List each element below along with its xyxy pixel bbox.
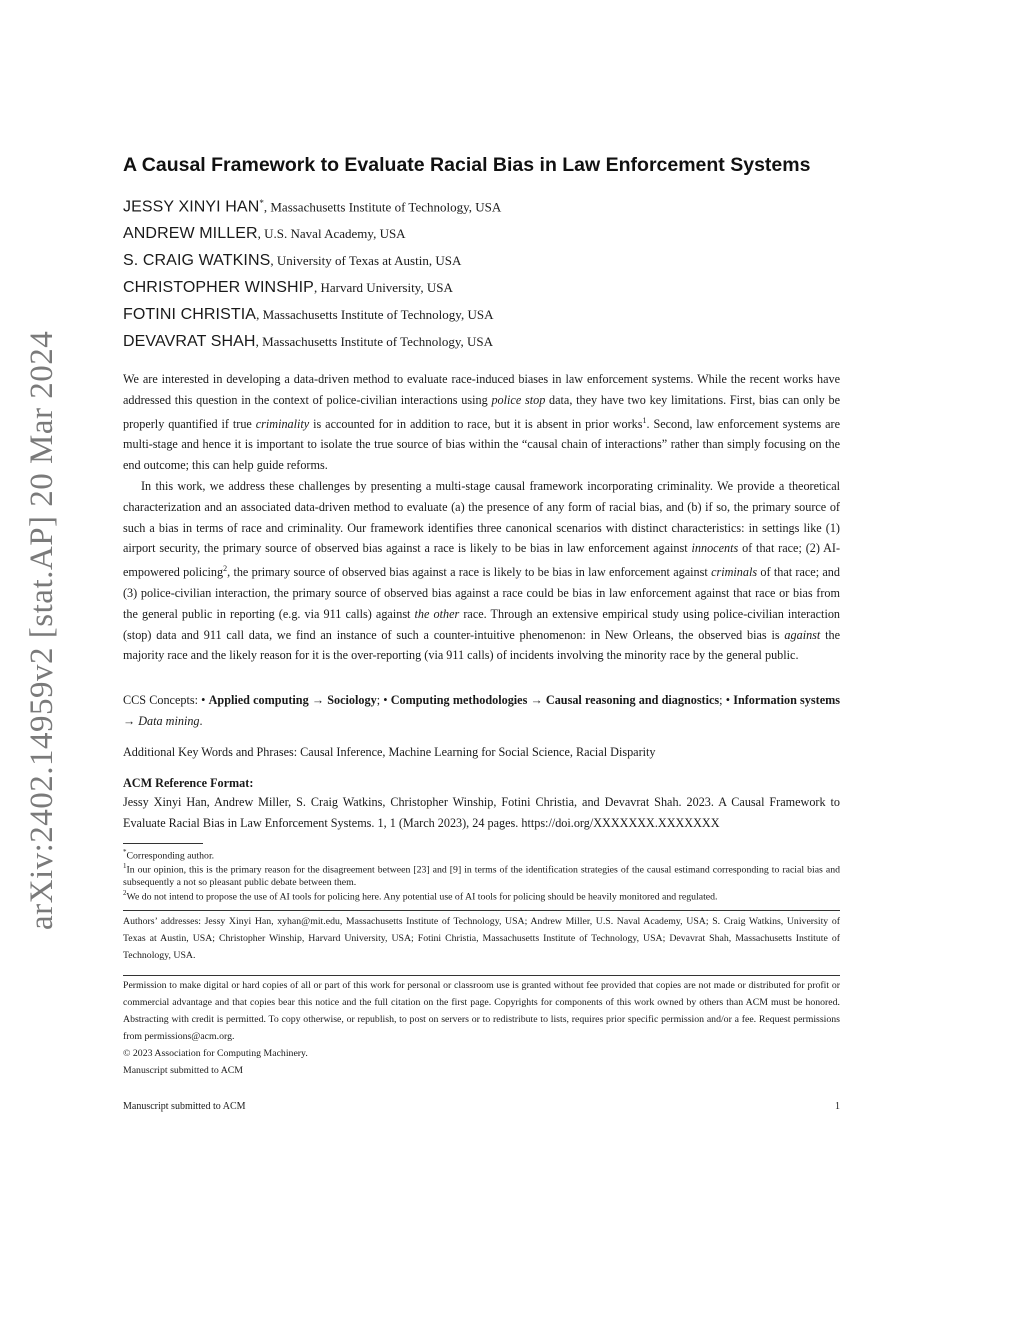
author-addresses: Authors’ addresses: Jessy Xinyi Han, xyhan@mit.edu, Massachusetts Institute of Technology, USA; Andrew Miller, U.S. Naval Academy, USA; S. Craig Watkins, University of Texas at Austin, USA; Christopher Winship, Harvard University, USA; Fotini Christia, Massachusetts Institute of Technology, USA; Devavrat Shah, Massachusetts Institute of Technology, USA. — [123, 916, 840, 961]
abstract — [123, 369, 840, 666]
author-affiliation: , Massachusetts Institute of Technology, USA — [263, 199, 502, 215]
author-affiliation: , Harvard University, USA — [313, 280, 453, 295]
author-affiliation: , University of Texas at Austin, USA — [270, 253, 462, 268]
copyright-notice: © 2023 Association for Computing Machinery. — [123, 1048, 308, 1059]
manuscript-note: Manuscript submitted to ACM — [123, 1065, 244, 1076]
author-affiliation: , Massachusetts Institute of Technology, USA — [256, 307, 494, 322]
permission-notice: Permission to make digital or hard copies of all or part of this work for personal or classroom use is granted without fee provided that copies are not made or distributed for profit or commercial advantage and that copies bear this notice and the full citation on the first page. Copyrights for components of this work owned by others than ACM must be honored. Abstracting with credit is permitted. To copy otherwise, or republish, to post on servers or to redistribute to lists, requires prior specific permission and/or a fee. Request permissions from permissions@acm.org. — [123, 980, 840, 1042]
permission-divider — [123, 975, 840, 976]
author-line — [123, 252, 461, 270]
author-line — [123, 306, 493, 324]
keywords: Additional Key Words and Phrases: Causal Inference, Machine Learning for Social Science, Racial Disparity — [123, 745, 656, 759]
abstract-paragraph: In this work, we address these challenges by presenting a multi-stage causal framework incorporating criminality. We provide a theoretical characterization and an associated data-driven method to evaluate (a) the presence of any form of racial bias, and (b) if so, the primary source of such a bias in terms of race and criminality. Our framework identifies three canonical scenarios with distinct characteristics: in settings like (1) airport security, the primary source of observed bias against a race is likely to be bias in law enforcement against innocents of that race; (2) AI-empowered policing$^2$, the primary source of observed bias against a race is likely to be bias in law enforcement against criminals of that race; and (3) police-civilian interaction, the primary source of observed bias against a race could be bias in law enforcement against that race or bias from the general public in reporting (e.g. via 911 calls) against the other race. Through an extensive empirical study using police-civilian interaction (stop) data and 911 call data, we find an instance of such a counter-intuitive phenomenon: in New Orleans, the observed bias is against the majority race and the likely reason for it is the over-reporting (via 911 calls) of incidents involving the minority race by the general public. — [123, 479, 841, 663]
author-name: DEVAVRAT SHAH — [123, 333, 256, 350]
paper-title: A Causal Framework to Evaluate Racial Bias in Law Enforcement Systems — [123, 154, 811, 176]
author-line — [123, 198, 501, 216]
author-name: S. CRAIG WATKINS — [123, 252, 271, 269]
footnote-divider — [123, 843, 203, 844]
reference-heading: ACM Reference Format: — [123, 776, 254, 790]
author-affiliation: , Massachusetts Institute of Technology, USA — [255, 334, 493, 349]
author-name: CHRISTOPHER WINSHIP — [123, 279, 314, 296]
addresses-divider — [123, 910, 840, 911]
footer-manuscript: Manuscript submitted to ACM — [123, 1101, 246, 1112]
author-line — [123, 279, 453, 297]
author-name: JESSY XINYI HAN — [123, 198, 260, 216]
reference-text: Jessy Xinyi Han, Andrew Miller, S. Craig Watkins, Christopher Winship, Fotini Christia, and Devavrat Shah. 2023. A Causal Framework to Evaluate Racial Bias in Law Enforcement Systems. 1, 1 (March 2023), 24 pages. https://doi.org/XXXXXXX.XXXXXXX — [123, 795, 840, 830]
author-line — [123, 225, 406, 243]
abstract-paragraph: We are interested in developing a data-driven method to evaluate race-induced biases in law enforcement systems. While the recent works have addressed this question in the context of police-civilian interactions using police stop data, they have two key limitations. First, bias can only be properly quantified if true criminality is accounted for in addition to race, but it is absent in prior works$^1$. Second, law enforcement systems are multi-stage and hence it is important to isolate the true source of bias within the “causal chain of interactions” rather than simply focusing on the end outcome; this can help guide reforms. — [123, 372, 840, 473]
arxiv-stamp: arXiv:2402.14959v2 [stat.AP] 20 Mar 2024 — [24, 330, 60, 930]
footnote-corresponding: *Corresponding author. — [123, 848, 215, 862]
author-name: FOTINI CHRISTIA — [123, 306, 257, 323]
ccs-concepts: CCS Concepts: • Applied computing → Sociology; • Computing methodologies → Causal reasoning and diagnostics; • Information systems → Data mining. — [123, 693, 840, 728]
author-affiliation: , U.S. Naval Academy, USA — [257, 226, 406, 241]
author-line — [123, 333, 493, 351]
footnote-1: $^1$In our opinion, this is the primary reason for the disagreement between [23] and [9] in terms of the identification strategies of the causal estimand corresponding to racial bias and subsequently a not so pleasant public debate between them. — [123, 862, 840, 888]
page-number: 1 — [835, 1101, 840, 1112]
footnote-2: $^2$We do not intend to propose the use of AI tools for policing here. Any potential use of AI tools for policing should be heavily monitored and regulated. — [123, 889, 718, 903]
author-mark: * — [259, 198, 264, 208]
author-name: ANDREW MILLER — [123, 225, 258, 242]
